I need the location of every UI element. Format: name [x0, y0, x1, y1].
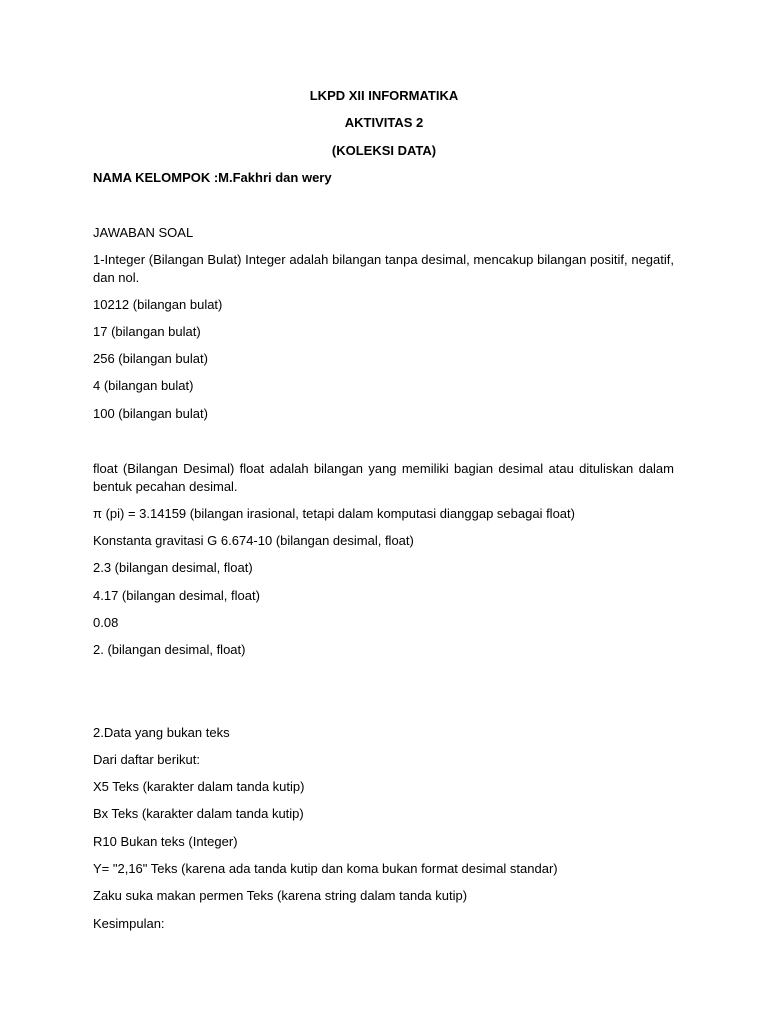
float-example: 2. (bilangan desimal, float) — [93, 642, 246, 657]
group-name: NAMA KELOMPOK :M.Fakhri dan wery — [93, 170, 332, 185]
float-example: 0.08 — [93, 615, 119, 630]
activity-label: AKTIVITAS 2 — [344, 115, 424, 130]
integer-example: 17 (bilangan bulat) — [93, 324, 201, 339]
answers-heading: JAWABAN SOAL — [93, 225, 194, 240]
integer-example: 256 (bilangan bulat) — [93, 351, 208, 366]
nontext-intro: Dari daftar berikut: — [93, 752, 200, 767]
float-example: Konstanta gravitasi G 6.674-10 (bilangan desimal, float) — [93, 533, 414, 548]
topic-label: (KOLEKSI DATA) — [331, 143, 437, 158]
integer-example: 10212 (bilangan bulat) — [93, 297, 223, 312]
nontext-item: Bx Teks (karakter dalam tanda kutip) — [93, 806, 304, 821]
float-example: 2.3 (bilangan desimal, float) — [93, 560, 253, 575]
float-example: π (pi) = 3.14159 (bilangan irasional, tetapi dalam komputasi dianggap sebagai float) — [93, 506, 575, 521]
nontext-item: X5 Teks (karakter dalam tanda kutip) — [93, 779, 305, 794]
integer-example: 4 (bilangan bulat) — [93, 378, 194, 393]
integer-example: 100 (bilangan bulat) — [93, 406, 208, 421]
nontext-item: Zaku suka makan permen Teks (karena string dalam tanda kutip) — [93, 888, 468, 903]
document-title: LKPD XII INFORMATIKA — [309, 88, 459, 103]
nontext-item: R10 Bukan teks (Integer) — [93, 834, 238, 849]
nontext-heading: 2.Data yang bukan teks — [93, 725, 230, 740]
integer-definition: 1-Integer (Bilangan Bulat) Integer adalah bilangan tanpa desimal, mencakup bilangan positif, negatif, dan nol. — [93, 252, 674, 285]
nontext-item: Y= "2,16" Teks (karena ada tanda kutip dan koma bukan format desimal standar) — [93, 861, 558, 876]
float-definition: float (Bilangan Desimal) float adalah bilangan yang memiliki bagian desimal atau dituliskan dalam bentuk pecahan desimal. — [93, 461, 674, 494]
conclusion-label: Kesimpulan: — [93, 916, 165, 931]
float-example: 4.17 (bilangan desimal, float) — [93, 588, 260, 603]
